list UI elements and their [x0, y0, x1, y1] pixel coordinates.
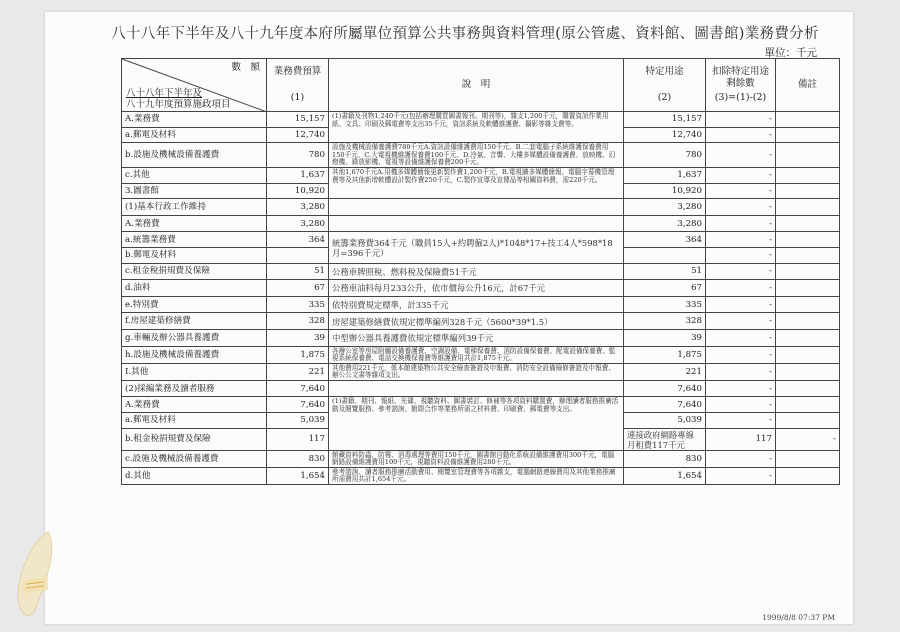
row-specific: 364: [624, 232, 706, 248]
table-row: [122, 450, 840, 467]
row-description: (1)書籍、期刊、報紙、光碟、視聽資料、圖書裝訂、修補等各項資料購置費，辦理讀者服務推廣活動及閱覽服務、參考諮詢、館際合作等業務所需之材料費、印刷費、郵電費等支出。: [329, 397, 624, 450]
row-note: [776, 380, 840, 397]
header-remain-label: 扣除特定用途剩餘數: [711, 66, 769, 89]
row-remain: -: [706, 450, 776, 467]
header-note: [776, 59, 840, 112]
header-specific-no: (2): [657, 92, 672, 103]
row-specific: 117: [706, 428, 776, 450]
row-remain: -: [706, 247, 776, 263]
row-budget: 7,640: [267, 397, 329, 413]
row-specific: 67: [624, 280, 706, 297]
row-item: g.車輛及辦公器具養護費: [122, 329, 267, 346]
row-item: A.業務費: [122, 397, 267, 413]
row-description: 中型辦公器具養護費依規定標準編列39千元: [329, 329, 624, 346]
row-specific: 12,740: [624, 127, 706, 143]
row-item: a.郵電及材料: [122, 127, 267, 143]
header-item-label: 八十九年度預算施政項目: [126, 99, 231, 110]
budget-table: [121, 58, 840, 485]
table-row: [122, 467, 840, 484]
row-remain: -: [706, 112, 776, 128]
row-budget: 10,920: [267, 183, 329, 199]
row-note: [776, 199, 840, 216]
row-specific: 15,157: [624, 112, 706, 128]
row-specific: 39: [624, 329, 706, 346]
row-description: 依特別費規定標準，計335千元: [329, 296, 624, 313]
row-budget: 117: [267, 428, 329, 450]
row-remain: -: [706, 143, 776, 168]
table-row: [122, 112, 840, 128]
row-item: d.其他: [122, 467, 267, 484]
row-note: [776, 397, 840, 413]
row-description: [329, 380, 624, 397]
row-specific: 3,280: [624, 199, 706, 216]
row-remain: -: [706, 263, 776, 280]
row-budget: 51: [267, 263, 329, 280]
row-note: [776, 450, 840, 467]
row-remain: -: [706, 167, 776, 183]
row-description: 公務車油料每月233公升，依市價每公升16元，計67千元: [329, 280, 624, 297]
row-specific: 5,039: [624, 413, 706, 429]
row-item: d.油料: [122, 280, 267, 297]
watermark-logo-icon: [8, 528, 68, 620]
row-note: [776, 183, 840, 199]
table-row: [122, 329, 840, 346]
row-budget: 780: [267, 143, 329, 168]
row-item: a.郵電及材料: [122, 413, 267, 429]
row-item: b.租金稅捐規費及保險: [122, 428, 267, 450]
row-description: 其他費用221千元，係本館建築物公共安全檢查簽證及申報費、消防安全設備檢修簽證及申報費、辦公公文書等雜項支出。: [329, 363, 624, 380]
row-item: a.統籌業務費: [122, 232, 267, 248]
row-note: [776, 413, 840, 429]
header-remain-formula: (3)=(1)-(2): [714, 92, 767, 103]
row-remain: -: [706, 329, 776, 346]
row-remain: -: [706, 215, 776, 232]
print-timestamp: 1999/8/8 07:37 PM: [762, 613, 835, 622]
row-note: [776, 329, 840, 346]
row-remain: -: [706, 232, 776, 248]
row-budget: 67: [267, 280, 329, 297]
header-note-label: 備註: [797, 79, 817, 90]
header-specific: [624, 59, 706, 112]
row-budget: 3,280: [267, 199, 329, 216]
header-corner-cell: [122, 59, 267, 112]
row-specific: 51: [624, 263, 706, 280]
row-note: [776, 363, 840, 380]
row-remain: -: [706, 363, 776, 380]
header-budget-label: 業務費預算: [273, 66, 322, 77]
row-item: f.房屋建築修繕費: [122, 313, 267, 330]
table-row: [122, 296, 840, 313]
header-description: [329, 59, 624, 112]
table-row: [122, 280, 840, 297]
header-amount-label: 數 額: [231, 62, 260, 73]
row-budget: 3,280: [267, 215, 329, 232]
row-remain: -: [706, 280, 776, 297]
row-budget: 1,637: [267, 167, 329, 183]
row-description: 館藏資料防蟲、防霉、消毒處理等費用150千元，圖書館自動化系統設備維護費用300千元，電腦網路設備維護費用100千元，視聽資料設備維護費用280千元。: [329, 450, 624, 467]
row-note: [776, 280, 840, 297]
row-remain: -: [706, 296, 776, 313]
row-item: c.其他: [122, 167, 267, 183]
row-description: [329, 215, 624, 232]
row-description: 其他1,670千元A.用機多媒體簡報更新製作費1,200千元，B.電視牆多媒體簡報、電腦字幕機管理費等及其他新增軟體設計製作費250千元，C.製作宣導及宣傳品等相關資料費，需220千元。: [329, 167, 624, 198]
header-description-label: 說 明: [461, 79, 491, 90]
row-budget: 1,654: [267, 467, 329, 484]
row-remain: -: [706, 346, 776, 363]
header-specific-label: 特定用途: [645, 66, 684, 77]
row-description: (1)書籍及刊物1,240千元(包括辦理購買圖書報刊、期刊等)，雜支1,200千元，購置資訊作業用紙、文具、印刷及郵電費等支出35千元，資訊系統及軟體維護費、攝影等雜支費等。: [329, 112, 624, 143]
row-item: A.業務費: [122, 112, 267, 128]
row-budget: 7,640: [267, 380, 329, 397]
row-budget: [267, 247, 329, 263]
table-row: [122, 346, 840, 363]
table-row: [122, 143, 840, 168]
row-item: 3.圖書館: [122, 183, 267, 199]
row-note: [776, 215, 840, 232]
row-specific: 1,637: [624, 167, 706, 183]
row-budget: 39: [267, 329, 329, 346]
row-remain: -: [706, 183, 776, 199]
row-budget: 15,157: [267, 112, 329, 128]
row-description: 各辦公室等房屋附屬設備養護費、空調設備、電梯保養費、消防設備保養費、配電設備保養費、監視系統保養費、電話交換機保養費等維護費用共計1,875千元。: [329, 346, 624, 363]
row-specific: 221: [624, 363, 706, 380]
row-remain: -: [706, 127, 776, 143]
row-remain: -: [706, 397, 776, 413]
row-specific: 780: [624, 143, 706, 168]
header-budget-no: (1): [290, 92, 305, 103]
row-description: 設施及機械設備養護費780千元A.資訊設備維護費用150千元、B.二套電腦子系統維護保養費用150千元、C.大電視機維護保養費100千元、D.冷氣、音響、大樓多媒體設備養護費、放映機、幻燈機、錄放影機、電視等設備維護保養費200千元。: [329, 143, 624, 168]
row-item: (2)採編業務及讀者服務: [122, 380, 267, 397]
row-item: b.設施及機械設備養護費: [122, 143, 267, 168]
row-description: 連接政府網路專線月租費117千元: [624, 428, 706, 450]
table-row: [122, 167, 840, 183]
row-specific: 328: [624, 313, 706, 330]
row-specific: [624, 247, 706, 263]
document-sheet: [45, 12, 853, 624]
row-item: c.租金稅捐規費及保險: [122, 263, 267, 280]
row-budget: 12,740: [267, 127, 329, 143]
table-row: [122, 199, 840, 216]
row-budget: 830: [267, 450, 329, 467]
header-period-label: 八十八年下半年及: [126, 88, 203, 99]
row-remain: -: [706, 380, 776, 397]
header-remain: [706, 59, 776, 112]
row-specific: 1,654: [624, 467, 706, 484]
row-remain: -: [706, 199, 776, 216]
row-remain: -: [776, 428, 840, 450]
row-budget: 221: [267, 363, 329, 380]
row-item: e.特別費: [122, 296, 267, 313]
table-row: [122, 363, 840, 380]
row-description: 房屋建築修繕費依規定標準編列328千元（5600*39*1.5）: [329, 313, 624, 330]
row-item: A.業務費: [122, 215, 267, 232]
table-row: [122, 232, 840, 248]
row-specific: 10,920: [624, 183, 706, 199]
row-note: [776, 232, 840, 248]
row-note: [776, 127, 840, 143]
row-description: 統籌業務費364千元（職員15人+約聘僱2人)*1048*17+技工4人*598*18月=396千元）: [329, 232, 624, 263]
row-item: b.郵電及材料: [122, 247, 267, 263]
row-remain: -: [706, 413, 776, 429]
table-row: [122, 380, 840, 397]
row-budget: 335: [267, 296, 329, 313]
row-specific: 335: [624, 296, 706, 313]
row-note: [776, 247, 840, 263]
header-budget: [267, 59, 329, 112]
row-item: c.設施及機械設備養護費: [122, 450, 267, 467]
row-item: I.其他: [122, 363, 267, 380]
row-specific: 7,640: [624, 380, 706, 397]
row-note: [776, 263, 840, 280]
row-budget: 364: [267, 232, 329, 248]
row-remain: -: [706, 467, 776, 484]
row-specific: 830: [624, 450, 706, 467]
row-description: 參考諮詢、讀者服務推廣活動費用、閱覽室管理費等各項雜支，電腦網路連線費用及其他業務推廣所需費用共計1,654千元。: [329, 467, 624, 484]
row-specific: 3,280: [624, 215, 706, 232]
row-budget: 328: [267, 313, 329, 330]
row-note: [776, 167, 840, 183]
row-specific: 7,640: [624, 397, 706, 413]
row-note: [776, 346, 840, 363]
row-item: h.設施及機械設備養護費: [122, 346, 267, 363]
table-header-row: [122, 59, 840, 112]
row-note: [776, 467, 840, 484]
row-budget: 1,875: [267, 346, 329, 363]
row-specific: 1,875: [624, 346, 706, 363]
table-row: [122, 215, 840, 232]
row-description: [329, 199, 624, 216]
row-item: (1)基本行政工作維持: [122, 199, 267, 216]
table-row: [122, 263, 840, 280]
row-remain: -: [706, 313, 776, 330]
table-row: [122, 397, 840, 413]
row-description: 公務車牌照稅、燃料稅及保險費51千元: [329, 263, 624, 280]
row-note: [776, 313, 840, 330]
row-budget: 5,039: [267, 413, 329, 429]
row-note: [776, 112, 840, 128]
table-row: [122, 313, 840, 330]
row-note: [776, 296, 840, 313]
unit-label: 單位：千元: [764, 47, 817, 59]
row-note: [776, 143, 840, 168]
document-title: 八十八年下半年及八十九年度本府所屬單位預算公共事務與資料管理(原公管處、資料館、圖書館)業務費分析: [111, 26, 819, 42]
